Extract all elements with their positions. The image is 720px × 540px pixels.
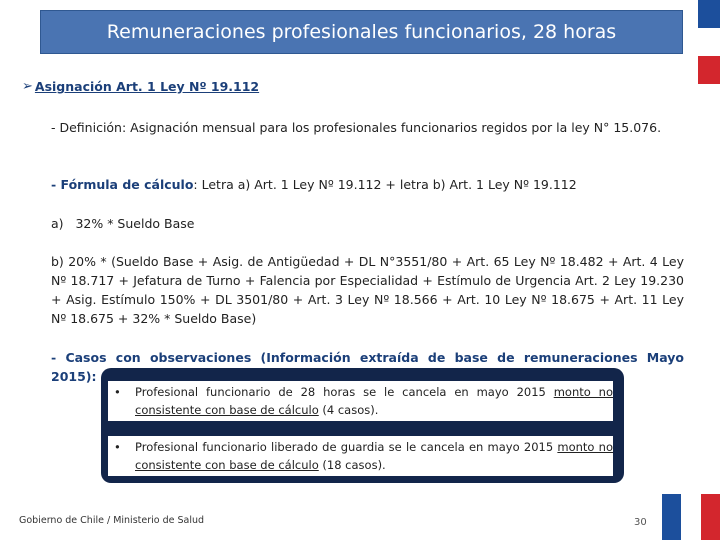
case-item-1 (108, 381, 613, 421)
formula-item-b: b) 20% * (Sueldo Base + Asig. de Antigüedad + DL N°3551/80 + Art. 65 Ley Nº 18.482 + Art. 4 Ley Nº 18.717 + Jefatura de Turno + Falencia por Especialidad + Estímulo de Urgencia Art. 2 Ley 19.230 + Asig. Estímulo 150% + DL 3501/80 + Art. 3 Ley Nº 18.566 + Art. 10 Ley Nº 18.675 + Art. 11 Ley Nº 18.675 + 32% * Sueldo Base) (51, 254, 684, 326)
definition-label: - Definición: (51, 120, 127, 135)
case-text-count: (4 casos). (318, 403, 379, 417)
flag-white-stripe (698, 28, 720, 56)
flag-stripes-top (698, 0, 720, 84)
flag-white-stripe (681, 494, 701, 540)
title-bar (40, 10, 683, 54)
flag-red-stripe (701, 494, 720, 540)
case-item-2 (108, 436, 613, 476)
formula-paragraph (51, 175, 684, 194)
case-text-main: Profesional funcionario de 28 horas se le cancela en mayo 2015 (135, 385, 554, 399)
case-text (135, 383, 613, 419)
flag-red-stripe (698, 56, 720, 84)
case-text-underlined: monto no consistente con base de cálculo (135, 385, 613, 417)
flag-blue-stripe (698, 0, 720, 28)
arrow-bullet-icon: ➢ (22, 79, 33, 94)
case-text-count: (18 casos). (318, 458, 386, 472)
footer-organization: Gobierno de Chile / Ministerio de Salud (19, 515, 205, 526)
definition-paragraph (51, 118, 684, 137)
flag-blue-stripe (662, 494, 681, 540)
section-heading (22, 79, 259, 94)
bullet-icon: • (114, 440, 121, 454)
cases-heading: - Casos con observaciones (Información extraída de base de remuneraciones Mayo 2015): (51, 350, 684, 384)
flag-stripes-bottom (662, 494, 720, 540)
page-number: 30 (634, 517, 647, 528)
case-text-underlined: monto no consistente con base de cálculo (135, 440, 613, 472)
formula-item-a: a) 32% * Sueldo Base (51, 216, 195, 231)
case-text-main: Profesional funcionario liberado de guardia se le cancela en mayo 2015 (135, 440, 558, 454)
case-text (135, 438, 613, 474)
definition-text: Asignación mensual para los profesionales funcionarios regidos por la ley N° 15.076. (126, 120, 662, 135)
formula-label: - Fórmula de cálculo (51, 177, 194, 192)
page-title: Remuneraciones profesionales funcionarios, 28 horas (106, 21, 617, 43)
section-heading-text: Asignación Art. 1 Ley Nº 19.112 (34, 79, 260, 94)
bullet-icon: • (114, 385, 121, 399)
formula-text: : Letra a) Art. 1 Ley Nº 19.112 + letra b) Art. 1 Ley Nº 19.112 (193, 177, 577, 192)
